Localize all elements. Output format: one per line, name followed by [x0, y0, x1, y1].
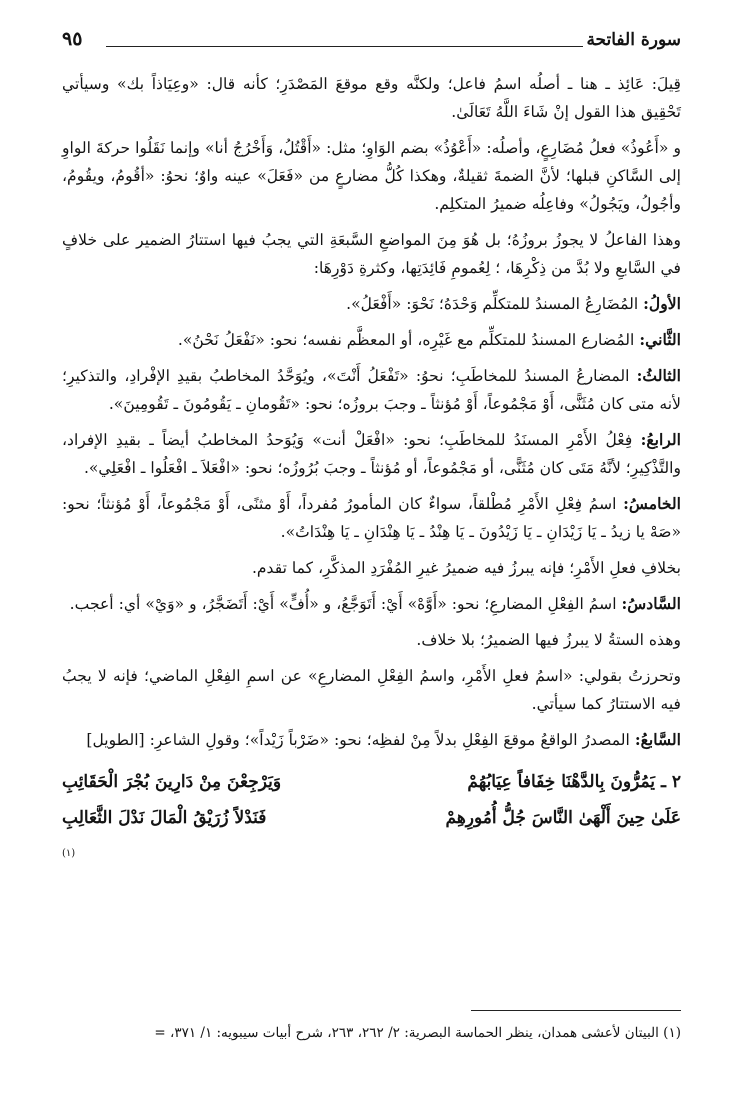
- item-label: السَّابعُ:: [634, 730, 681, 749]
- item-label: الرابعُ:: [640, 430, 681, 449]
- item-label: السَّادسُ:: [621, 594, 681, 613]
- paragraph: قِيلَ: عَائِذ ـ هنا ـ أصلُه اسمُ فاعل؛ ولكنَّه وقع موقعَ المَصْدَرِ؛ كأنه قال: «وعِيَاذاً بك» وسيأتي تَحْقِيق هذا القول إنْ شَاءَ اللَّهُ تَعَالَىٰ.: [62, 75, 681, 121]
- verse-hemistich: فَنَدْلاً زُرَيْقُ الْمَالَ نَدْلَ الثَّعَالِبِ (١): [62, 800, 357, 872]
- paragraph-seventh: السَّابعُ: المصدرُ الواقعُ موقعَ الفِعْلِ بدلاً مِنْ لفظِه؛ نحو: «ضَرْباً زَيْداً»؛ وقولِ الشاعرِ: [الطويل]: [86, 730, 681, 749]
- paragraph: وهذه الستةُ لا يبرزُ فيها الضميرُ؛ بلا خلاف.: [416, 631, 681, 649]
- surah-title: سورة الفاتحة: [586, 30, 681, 50]
- footnote: (١) البيتان لأعشى همدان، ينظر الحماسة البصرية: ٢/ ٢٦٢، ٢٦٣، شرح أبيات سيبويه: ١/ ٣٧١، =: [154, 1025, 681, 1041]
- verse-hemistich: عَلَىٰ حِينَ أَلْهَىٰ النَّاسَ جُلُّ أُمُورِهِمْ: [445, 808, 681, 828]
- verse-hemistich: وَيَرْجِعْنَ مِنْ دَارِينَ بُجْرَ الْحَقَائِبِ: [62, 772, 282, 792]
- page-header: [62, 0, 681, 70]
- paragraph-second: الثَّاني: المُضارع المسندُ للمتكلِّم مع غَيْرِه، أو المعظَّم نفسه؛ نحو: «نَفْعَلُ نَحْنُ».: [177, 330, 681, 349]
- footnote-rule: [471, 1010, 681, 1011]
- item-label: الثَّاني:: [639, 330, 681, 349]
- paragraph: و «أَعُوذُ» فعلُ مُضَارِعٍ، وأصلُه: «أَعْوُذُ» بضم الوَاوِ؛ مثل: «أَقْتُلُ، وَأَخْرُجُ أنا» وإنما نَقَلُوا حركةَ الواوِ إلى السَّاكنِ قبلها؛ لأنَّ الضمةَ ثقيلةٌ، وهكذا كُلُّ مضارعٍ من «فَعَلَ» عينه واوٌ؛ نحوُ: «أقُومُ، ويقُومُ، وأجُولُ، ويَجُولُ» وفاعِلُه ضميرُ المتكلِم.: [62, 139, 681, 213]
- paragraph-third: الثالثُ: المضارعُ المسندُ للمخاطَبِ؛ نحوُ: «تَفْعَلُ أَنْتَ»، ويُوَحَّدُ المخاطبُ بقيدِ الإفْرادِ، والتذكيرِ؛ لأنه متى كان مُثَنًّى، أَوْ مَجْمُوعاً، أَوْ مُؤنثاً ـ وجبَ بروزُه؛ نحو: «تَقُومانِ ـ يَقُومُونَ ـ تَقُومِينَ».: [62, 366, 681, 413]
- paragraph-fourth: الرابعُ: فِعْلُ الأَمْرِ المسنَدُ للمخاطَبِ؛ نحو: «افْعَلْ أنت» وَيُوَحدُ المخاطبُ أيضاً ـ بقيدِ الإفراد، والتَّذْكِيرِ؛ لأنَّهُ مَتَى كان مُثَنًّى، أو مَجْمُوعاً، أو مُؤنثاً ـ وجبَ بُرُوزُه؛ نحو: «افْعَلاَ ـ افْعَلُوا ـ افْعَلِي».: [62, 430, 681, 477]
- item-label: الأولُ:: [643, 294, 681, 313]
- item-label: الخامسُ:: [623, 494, 681, 513]
- poetry-verses: [62, 764, 681, 872]
- verse-hemistich: ٢ ـ يَمُرُّونَ بِالدَّهْنَا خِفَافاً عِيَابُهُمْ: [467, 772, 681, 792]
- paragraph: بخلافِ فعلِ الأَمْرِ؛ فإنه يبرزُ فيه ضميرُ غيرِ المُفْرَدِ المذكَّرِ، كما تقدم.: [251, 559, 681, 577]
- paragraph-first: الأولُ: المُضَارِعُ المسندُ للمتكلِّم وَحْدَهُ؛ نَحْوَ: «أَفْعَلُ».: [346, 294, 681, 313]
- page-number: ٩٥: [62, 28, 83, 50]
- footnote-marker: (١): [62, 848, 76, 859]
- paragraph: وتحرزتُ بقولي: «اسمُ فعلِ الأَمْرِ، واسمُ الفِعْلِ المضارعِ» عن اسمِ الفِعْلِ الماضي؛ فإنه لا يجبُ فيه الاستتارُ كما سيأتي.: [62, 667, 681, 713]
- paragraph-fifth: الخامسُ: اسمُ فِعْلِ الأَمْرِ مُطْلقاً، سواءٌ كان المأمورُ مُفرداً، أَوْ مثنًى، أَوْ مَجْمُوعاً، أَوْ مُؤنثاً؛ نحو: «صَهْ يا زيدُ ـ يَا زَيْدَانِ ـ يَا زَيْدُونَ ـ يَا هِنْدُ ـ يَا هِنْدَانِ ـ يَا هِنْدَاتُ».: [62, 494, 681, 541]
- item-label: الثالثُ:: [636, 366, 681, 385]
- paragraph-sixth: السَّادسُ: اسمُ الفِعْلِ المضارعِ؛ نحو: «أَوَّهْ» أَيْ: أَتَوَجَّعُ، و «أُفٍّ» أَيْ: أَتَضَجَّرُ، و «وَيْ» أي: أعجب.: [69, 594, 681, 613]
- main-text: [62, 70, 681, 872]
- header-rule: [106, 46, 583, 47]
- paragraph: وهذا الفاعلُ لا يجوزُ بروزُهُ؛ بل هُوَ مِنَ المواضعِ السَّبعَةِ التي يجبُ فيها استتارُ الضمير على خلافٍ في السَّابعِ ولا بُدَّ من ذِكْرِهَا، ؛ لِعُمومِ فَائِدَتِها، وكثرةِ دَوْرِهَا:: [62, 231, 681, 277]
